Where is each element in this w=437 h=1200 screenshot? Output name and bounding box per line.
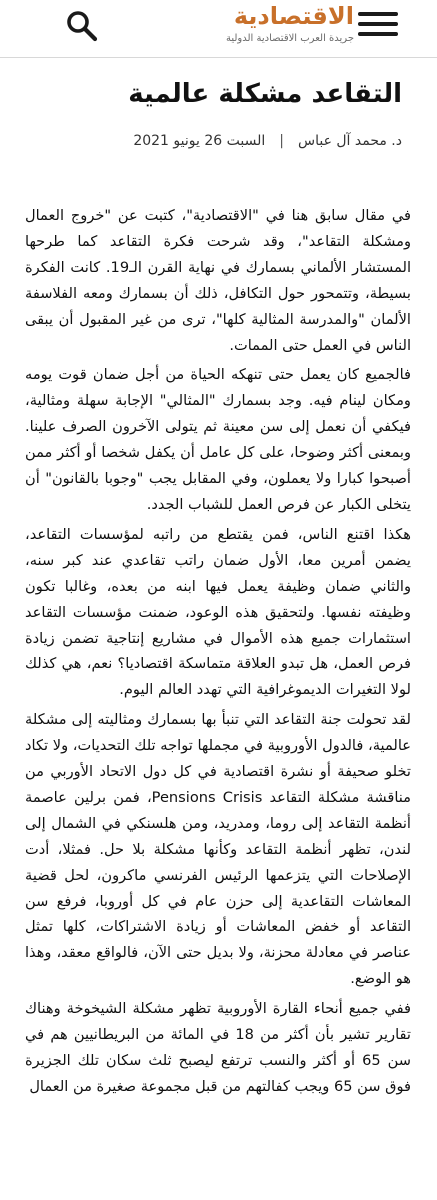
hamburger-icon-bar <box>358 32 398 36</box>
site-header <box>0 0 437 58</box>
menu-button[interactable] <box>358 10 400 38</box>
article-date: السبت 26 يونيو 2021 <box>133 133 266 149</box>
hamburger-icon <box>358 12 398 16</box>
search-icon <box>64 8 100 44</box>
logo-tagline: جريدة العرب الاقتصادية الدولية <box>225 33 354 44</box>
article-paragraph: في مقال سابق هنا في "الاقتصادية"، كتبت عن "خروج العمال ومشكلة التقاعد"، وقد شرحت فكرة التقاعد كما طرحها المستشار الألماني بسمارك في نهاية القرن الـ19. كانت الفكرة بسيطة، وتتمحور حول التكافل، ذلك أن بسمارك ومعه الفلاسفة الألمان "والمدرسة المثالية كلها"، ترى من غير المقبول أن يبقى الناس في العمل حتى الممات. <box>25 207 411 354</box>
article-paragraph: لقد تحولت جنة التقاعد التي تنبأ بها بسمارك ومثاليته إلى مشكلة عالمية، فالدول الأوروبية في مجملها تواجه تلك التحديات، ولا تكاد تخلو صحيفة أو نشرة اقتصادية في كل دول الاتحاد الأوربي من مناقشة مشكلة التقاعد Pensions Crisis، فمن برلين عاصمة أنظمة التقاعد إلى روما، ومدريد، ومن هلسنكي في الشمال إلى لندن، تظهر أنظمة التقاعد وكأنها مشكلة بلا حل. فمثلا، أدت الإصلاحات التي يتزعمها الرئيس الفرنسي ماكرون، لحل قضية المعاشات التقاعدية إلى حزن عام في كل أوروبا، فرفع سن التقاعد أو خفض المعاشات أو زيادة الاشتراكات، كلها تمثل عناصر في معادلة محزنة، ولا بديل حتى الآن، فالواقع معقد، وهذا هو الوضع. <box>25 711 412 988</box>
article-paragraph: هكذا اقتنع الناس، فمن يقتطع من راتبه لمؤسسات التقاعد، يضمن أمرين معا، الأول ضمان راتب تقاعدي عند كبر سنه، والثاني ضمان وظيفة يعمل فيها ابنه من بعده، وغالبا تكون وظيفته نفسها. ولتحقيق هذه الوعود، ضمنت مؤسسات التقاعد استثمارات جميع هذه الأموال في مشاريع إنتاجية تضمن زيادة فرص العمل، هل تبدو العلاقة متماسكة اقتصاديا؟ نعم، هي كذلك لولا التغيرات الديموغرافية التي تهدد العالم اليوم. <box>25 525 411 699</box>
meta-separator: | <box>279 133 284 149</box>
article-title: التقاعد مشكلة عالمية <box>128 79 402 109</box>
article-meta <box>22 130 402 152</box>
article-paragraph: فالجميع كان يعمل حتى تنهكه الحياة من أجل ضمان قوت يومه ومكان لينام فيه. وجد بسمارك "المثالي" الإجابة سهلة ومثالية، فيكفي أن نعمل إلى سن معينة ثم يتولى الآخرون الصرف علينا. وبمعنى أكثر وضوحا، على كل عامل أن يكفل شخصا أو أكثر ممن أصبحوا كبارا ولا يعملون، وفي المقابل يجب "وجوبا بالقانون" أن يتخلى الكبار عن فرص العمل للشباب الجدد. <box>25 366 411 513</box>
search-button[interactable] <box>64 8 100 44</box>
hamburger-icon-bar <box>358 22 398 26</box>
article-author[interactable]: د. محمد آل عباس <box>297 133 402 149</box>
article-body <box>25 203 411 1104</box>
article-paragraph: ففي جميع أنحاء القارة الأوروبية تظهر مشكلة الشيخوخة وهناك تقارير تشير بأن أكثر من 18 في المائة من البريطانيين هم في سن 65 أو أكثر والنسب ترتفع ليصبح ثلث سكان تلك الجزيرة فوق سن 65 ويجب كفالتهم من قبل مجموعة صغيرة من العمال <box>25 1000 411 1095</box>
site-logo[interactable] <box>194 2 354 54</box>
logo-wordmark: الاقتصادية <box>233 2 354 30</box>
